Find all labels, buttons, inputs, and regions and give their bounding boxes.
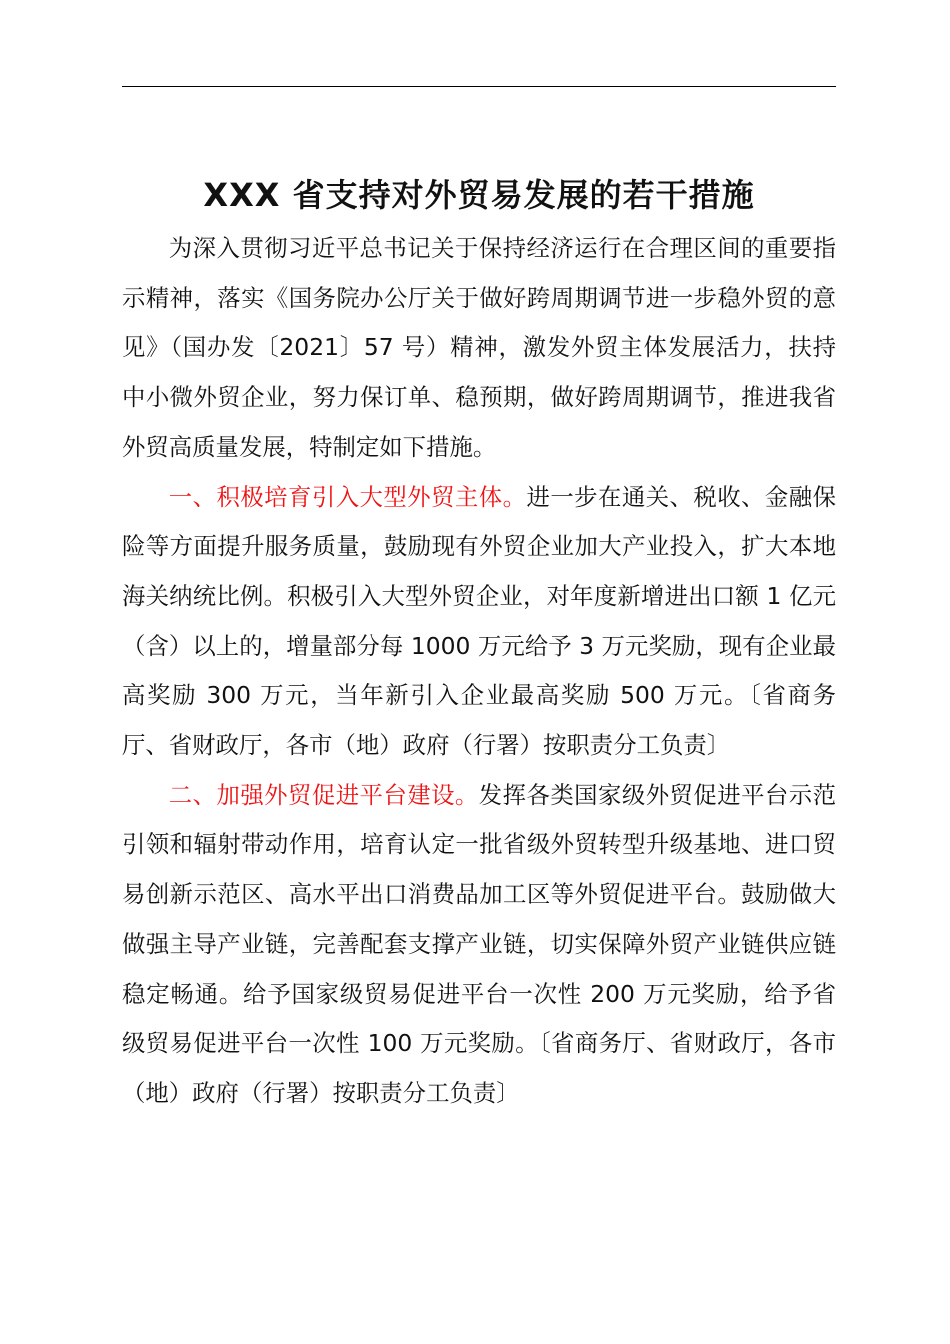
intro-paragraph: 为深入贯彻习近平总书记关于保持经济运行在合理区间的重要指示精神，落实《国务院办公厅关于做好跨周期调节进一步稳外贸的意见》（国办发〔2021〕57 号）精神，激发外贸主体发展活力，扶持中小微外贸企业，努力保订单、稳预期，做好跨周期调节，推进我省外贸高质量发展，特制定如下措施。	[122, 234, 836, 461]
section-2-heading: 二、加强外贸促进平台建设。	[168, 780, 479, 809]
document-body	[122, 224, 836, 1119]
section-2-body: 发挥各类国家级外贸促进平台示范引领和辐射带动作用，培育认定一批省级外贸转型升级基地、进口贸易创新示范区、高水平出口消费品加工区等外贸促进平台。鼓励做大做强主导产业链，完善配套支撑产业链，切实保障外贸产业链供应链稳定畅通。给予国家级贸易促进平台一次性 200 万元奖励，给予省级贸易促进平台一次性 100 万元奖励。〔省商务厅、省财政厅，各市（地）政府（行署）按职责分工负责〕	[122, 780, 836, 1107]
section-2-paragraph	[122, 771, 836, 1119]
top-rule	[122, 86, 836, 87]
section-1-paragraph	[122, 473, 836, 771]
section-1-heading: 一、积极培育引入大型外贸主体。	[168, 482, 527, 511]
document-title: XXX 省支持对外贸易发展的若干措施	[203, 176, 755, 215]
section-1-body: 进一步在通关、税收、金融保险等方面提升服务质量，鼓励现有外贸企业加大产业投入，扩大本地海关纳统比例。积极引入大型外贸企业，对年度新增进出口额 1 亿元（含）以上的，增量部分每 1000 万元给予 3 万元奖励，现有企业最高奖励 300 万元，当年新引入企业最高奖励 500 万元。〔省商务厅、省财政厅，各市（地）政府（行署）按职责分工负责〕	[122, 482, 837, 760]
